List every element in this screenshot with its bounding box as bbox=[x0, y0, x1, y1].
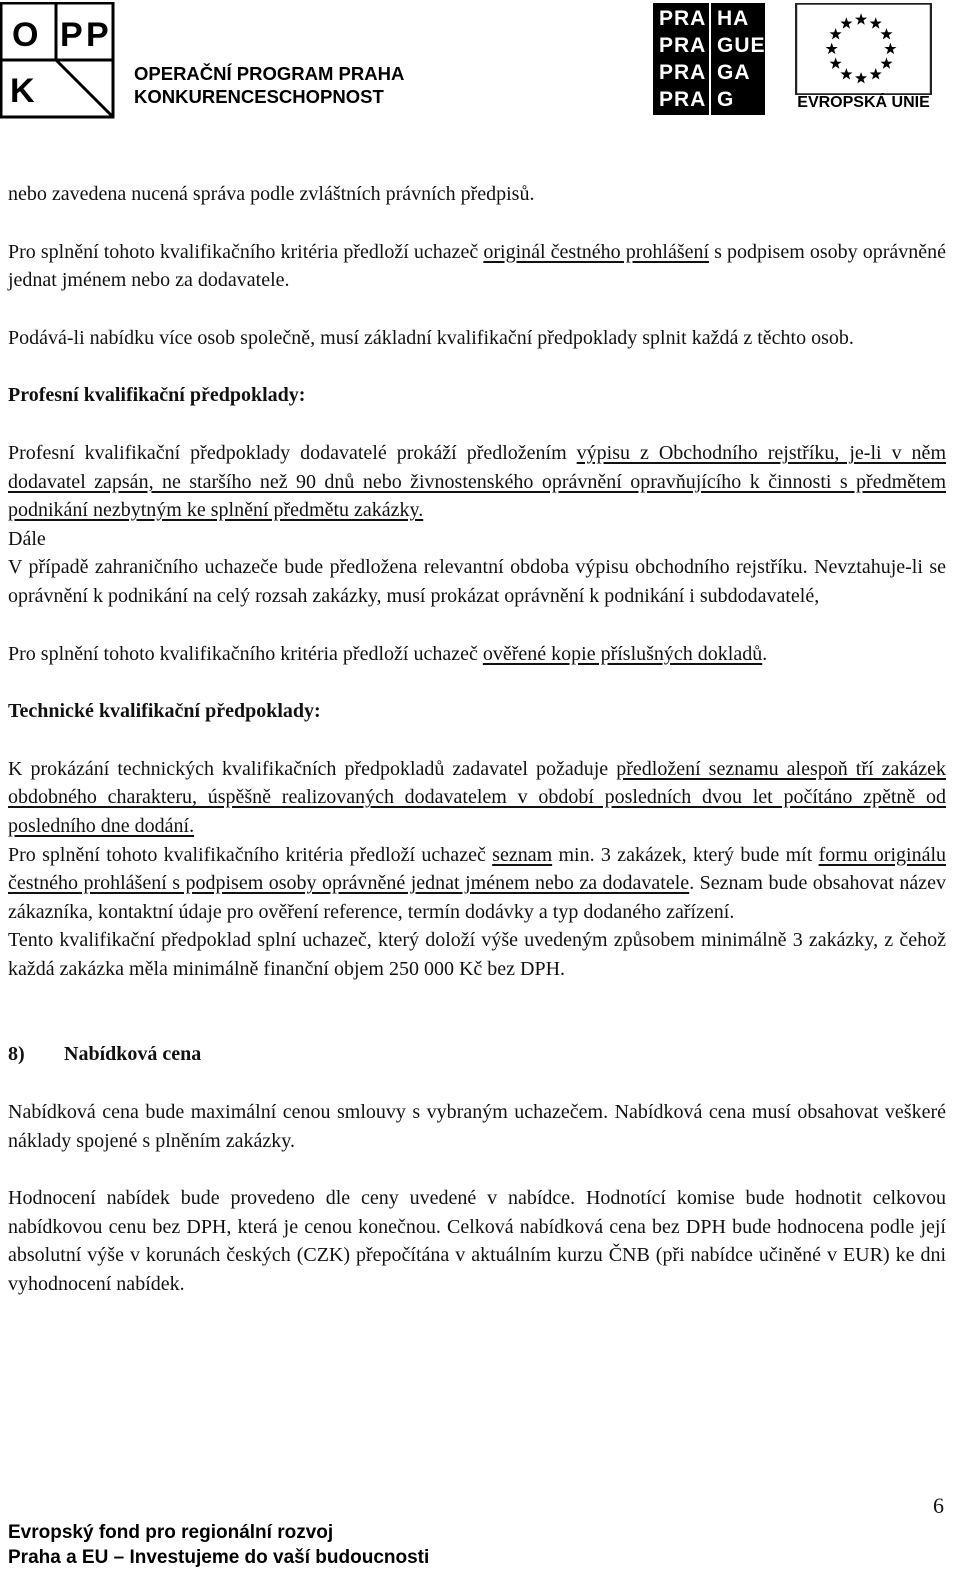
page-number: 6 bbox=[933, 1493, 944, 1518]
section-heading-professional: Profesní kvalifikační předpoklady: bbox=[8, 384, 306, 407]
opp-title-line2: KONKURENCESCHOPNOST bbox=[134, 86, 384, 107]
paragraph: Pro splnění tohoto kvalifikačního kritéria předloží uchazeč originál čestného prohlášení s podpisem osoby oprávněné jednat jménem nebo za dodavatele. bbox=[8, 240, 946, 292]
praha-logo bbox=[653, 3, 765, 115]
paragraph: Nabídková cena bude maximální cenou smlouvy s vybraným uchazečem. Nabídková cena musí obsahovat veškeré náklady spojené s plněním zakázky. bbox=[8, 1101, 946, 1152]
opp-letter-o: O bbox=[12, 16, 39, 54]
paragraph: V případě zahraničního uchazeče bude předložena relevantní obdoba výpisu obchodního rejstříku. Nevztahuje-li se oprávnění k podnikání na celý rozsah zakázky, musí prokázat oprávnění k podnikání i subdodavatelé, bbox=[8, 556, 946, 607]
praha-row4-right: G bbox=[717, 88, 735, 111]
paragraph: Pro splnění tohoto kvalifikačního kritéria předloží uchazeč ověřené kopie příslušných dokladů. bbox=[8, 642, 768, 665]
eu-flag-icon bbox=[795, 3, 932, 95]
praha-row4-left: PRA bbox=[659, 88, 707, 111]
paragraph: Pro splnění tohoto kvalifikačního kritéria předloží uchazeč seznam min. 3 zakázek, který bude mít formu originálu čestného prohlášení s podpisem osoby oprávněné jednat jménem nebo za dodavatele. Seznam bude obsahovat název zákazníka, kontaktní údaje pro ověření reference, termín dodávky a typ dodaného zařízení. bbox=[8, 843, 947, 923]
paragraph: Hodnocení nabídek bude provedeno dle ceny uvedené v nabídce. Hodnotící komise bude hodnotit celkovou nabídkovou cenu bez DPH, která je cenou konečnou. Celková nabídková cena bez DPH bude hodnocena podle její absolutní výše v korunách českých (CZK) přepočítána v aktuálním kurzu ČNB (při nabídce učiněné v EUR) ke dni vyhodnocení nabídek. bbox=[8, 1187, 946, 1296]
eu-label: EVROPSKÁ UNIE bbox=[797, 94, 930, 111]
praha-row2-left: PRA bbox=[659, 34, 707, 57]
paragraph: nebo zavedena nucená správa podle zvláštních právních předpisů. bbox=[8, 183, 535, 205]
praha-row3-right: GA bbox=[717, 61, 751, 84]
praha-row1-right: HA bbox=[717, 7, 750, 30]
opp-title-line1: OPERAČNÍ PROGRAM PRAHA bbox=[134, 63, 405, 84]
document-body bbox=[8, 180, 946, 1299]
section-heading-technical: Technické kvalifikační předpoklady: bbox=[8, 700, 321, 723]
footer-line1: Evropský fond pro regionální rozvoj bbox=[8, 1522, 334, 1543]
footer-line2: Praha a EU – Investujeme do vaší budoucnosti bbox=[8, 1547, 430, 1568]
opp-letter-p1: P bbox=[60, 16, 83, 54]
paragraph: K prokázání technických kvalifikačních předpokladů zadavatel požaduje předložení seznamu alespoň tří zakázek obdobného charakteru, úspěšně realizovaných dodavatelem v období posledních dvou let počítáno zpětně od posledního dne dodání. bbox=[8, 757, 946, 837]
page-footer bbox=[8, 1520, 429, 1570]
opp-letter-p2: P bbox=[86, 16, 109, 54]
section-heading-price: 8) Nabídková cena bbox=[8, 1043, 202, 1066]
page-header bbox=[0, 0, 960, 125]
praha-row3-left: PRA bbox=[659, 61, 707, 84]
opp-letter-k: K bbox=[10, 72, 35, 110]
paragraph: Profesní kvalifikační předpoklady dodavatelé prokáží předložením výpisu z Obchodního rejstříku, je-li v něm dodavatel zapsán, ne staršího než 90 dnů nebo živnostenského oprávnění opravňujícího k činnosti s předmětem podnikání nezbytným ke splnění předmětu zakázky. Dále bbox=[8, 441, 946, 550]
opp-logo bbox=[0, 2, 420, 120]
paragraph: Tento kvalifikační předpoklad splní uchazeč, který doloží výše uvedeným způsobem minimálně 3 zakázky, z čehož každá zakázka měla minimálně finanční objem 250 000 Kč bez DPH. bbox=[8, 929, 946, 980]
praha-row2-right: GUE bbox=[717, 34, 766, 57]
praha-row1-left: PRA bbox=[659, 7, 707, 30]
paragraph: Podává-li nabídku více osob společně, musí základní kvalifikační předpoklady splnit každá z těchto osob. bbox=[8, 326, 854, 349]
eu-logo bbox=[795, 3, 935, 115]
